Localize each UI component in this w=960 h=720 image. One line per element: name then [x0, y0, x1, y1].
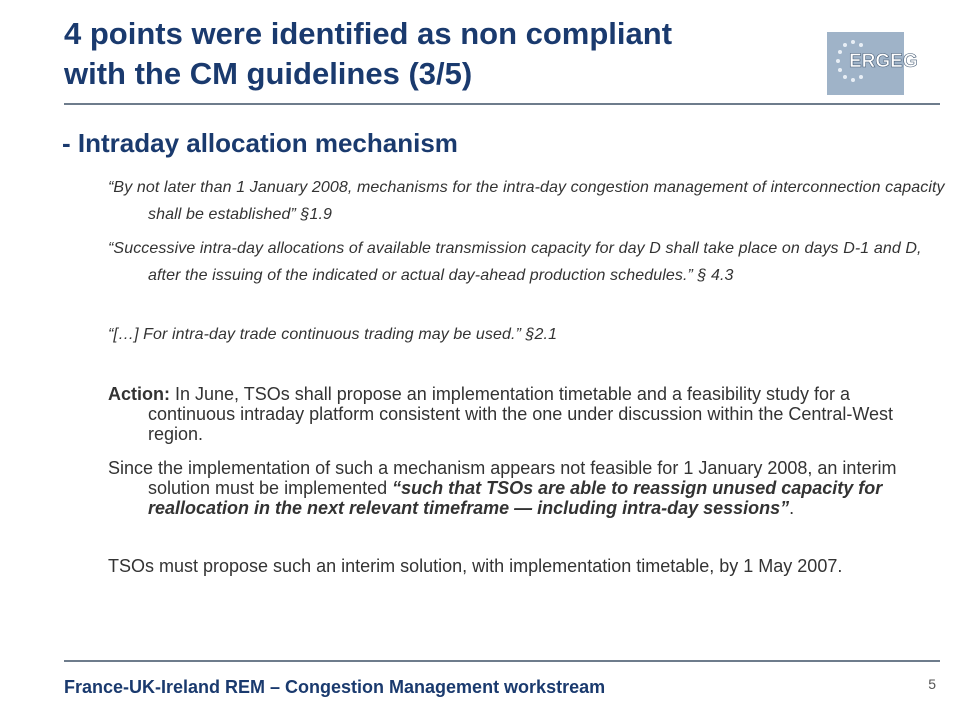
ergeg-logo-text: ERGEG [849, 51, 918, 72]
quote-paragraph: “Successive intra-day allocations of available transmission capacity for day D shall take place on days D-1 and D, after the issuing of the indicated or actual day-ahead production schedules.” § 4.3 [108, 240, 922, 284]
page-number: 5 [928, 676, 936, 692]
slide-title-line1: 4 points were identified as non compliant [64, 16, 673, 51]
ergeg-logo-graphic [827, 32, 918, 95]
slide-title [64, 14, 804, 94]
title-divider [64, 103, 940, 105]
footer-divider [64, 660, 940, 662]
interim-text: Since the implementation of such a mechanism appears not feasible for 1 January 2008, an interim solution must be implemented [108, 458, 897, 498]
ergeg-logo [827, 32, 918, 95]
footer-text: France-UK-Ireland REM – Congestion Management workstream [64, 677, 606, 697]
quote-paragraph: “[…] For intra-day trade continuous trading may be used.” §2.1 [108, 326, 558, 343]
interim-end: . [789, 498, 795, 518]
deadline-paragraph: TSOs must propose such an interim solution, with implementation timetable, by 1 May 2007. [108, 556, 843, 576]
quote-paragraph: “By not later than 1 January 2008, mechanisms for the intra-day congestion management of interconnection capacity shall be established” §1.9 [108, 179, 945, 223]
slide-title-line2: with the CM guidelines (3/5) [64, 56, 473, 91]
section-heading: - Intraday allocation mechanism [62, 128, 458, 158]
interim-quote: “such that TSOs are able to reassign unused capacity for reallocation in the next relevant timeframe — including intra-day sessions” [148, 478, 883, 518]
action-paragraph [108, 384, 938, 444]
action-label: Action: [108, 384, 170, 404]
action-text: In June, TSOs shall propose an implementation timetable and a feasibility study for a continuous intraday platform consistent with the one under discussion within the Central-West region. [148, 384, 894, 444]
interim-paragraph [108, 458, 938, 518]
